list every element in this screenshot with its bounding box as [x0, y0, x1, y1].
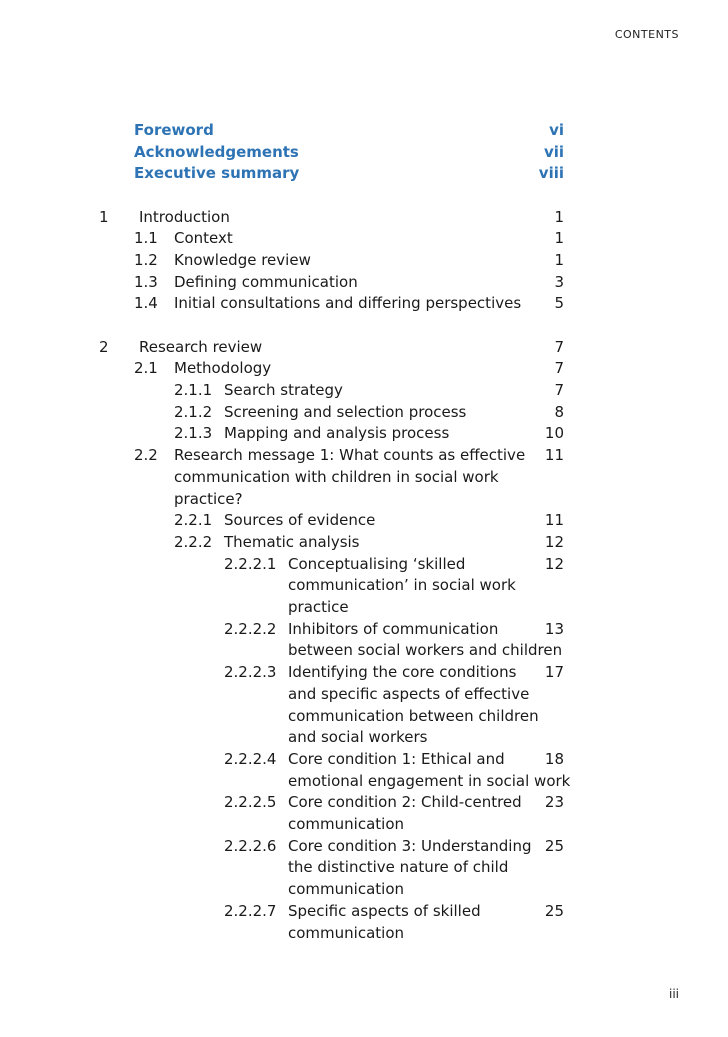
- toc-entry-page: 11: [544, 511, 564, 530]
- toc-front-matter-item[interactable]: [0, 119, 728, 141]
- toc-entry-number: 2.2.2.2: [224, 619, 277, 638]
- toc-entry-number: 1.4: [134, 294, 158, 313]
- toc-entry-title: Foreword: [134, 121, 214, 139]
- toc-entry-number: 2.2.2.5: [224, 793, 277, 812]
- toc-entry-title-line: Thematic analysis: [224, 532, 360, 551]
- page-number: iii: [668, 987, 679, 1001]
- toc-entry-title-line: and specific aspects of effective: [288, 684, 530, 703]
- toc-entry-title-line: communication: [288, 815, 405, 833]
- toc-entry-title: Executive summary: [134, 164, 300, 183]
- toc-entry-number: 1.3: [134, 272, 158, 291]
- toc-entry-page: 1: [554, 229, 564, 248]
- toc-entry-title-line: Knowledge review: [174, 251, 311, 269]
- toc-entry-number: 2.1.1: [174, 381, 213, 399]
- toc-entry-number: 2.2: [134, 446, 158, 465]
- toc-entry-number: 2.1.3: [174, 424, 213, 443]
- toc-entry[interactable]: [0, 357, 728, 379]
- toc-entry-page: 17: [544, 663, 564, 682]
- toc-entry-title-line: practice: [288, 598, 349, 616]
- toc-entry-page: 11: [544, 446, 564, 465]
- toc-entry-number: 2.2.2: [174, 532, 213, 551]
- toc-entry-page: viii: [538, 164, 564, 183]
- toc-entry-number: 2.2.1: [174, 511, 213, 530]
- toc-entry-title: Acknowledgements: [134, 142, 299, 161]
- toc-entry[interactable]: [0, 379, 728, 401]
- toc-entry-title-line: Identifying the core conditions: [288, 663, 517, 682]
- toc-entry-number: 1: [99, 207, 109, 226]
- toc-entry-title-line: Methodology: [174, 359, 272, 378]
- toc-entry-page: 23: [544, 793, 564, 812]
- toc-entry-title-line: and social workers: [288, 728, 428, 747]
- toc-entry-title-line: communication’ in social work: [288, 576, 516, 595]
- toc-entry-number: 1.2: [134, 251, 158, 269]
- toc-entry-title-line: Core condition 3: Understanding: [288, 836, 532, 855]
- toc-entry-number: 2.1.2: [174, 402, 213, 421]
- toc-entry-number: 1.1: [134, 229, 158, 248]
- toc-entry-title-line: Specific aspects of skilled: [288, 901, 481, 920]
- toc-entry-title-line: Defining communication: [174, 272, 358, 291]
- toc-entry-page: 5: [554, 294, 564, 313]
- toc-entry-title-line: practice?: [174, 489, 243, 508]
- toc-entry-title-line: Conceptualising ‘skilled: [288, 554, 466, 573]
- toc-entry-title-line: Sources of evidence: [224, 511, 376, 530]
- running-header: CONTENTS: [614, 28, 679, 41]
- toc-entry-title-line: Context: [174, 229, 233, 248]
- toc-entry-title-line: Search strategy: [224, 381, 343, 399]
- toc-entry-title-line: communication: [288, 923, 405, 942]
- toc-entry-page: 10: [544, 424, 564, 443]
- toc-entry-number: 2.2.2.4: [224, 749, 277, 768]
- toc-entry-page: 1: [554, 251, 564, 269]
- toc-entry-number: 2.2.2.1: [224, 554, 277, 573]
- toc-entry-number: 2: [99, 337, 109, 356]
- toc-entry-number: 2.2.2.3: [224, 663, 277, 682]
- toc-entry-title-line: Inhibitors of communication: [288, 619, 499, 638]
- toc-entry[interactable]: [0, 336, 728, 358]
- toc-entry-page: 25: [544, 901, 564, 920]
- toc-entry-title-line: Screening and selection process: [224, 402, 467, 421]
- toc-entry[interactable]: [0, 206, 728, 228]
- toc-entry-page: 12: [544, 554, 564, 573]
- toc-entry-title-line: communication with children in social work: [174, 467, 499, 486]
- toc-entry-page: vii: [543, 142, 564, 161]
- toc-entry-page: 25: [544, 836, 564, 855]
- toc-entry-title-line: Mapping and analysis process: [224, 424, 450, 443]
- toc-entry[interactable]: [0, 271, 728, 293]
- toc-entry[interactable]: [0, 249, 728, 271]
- toc-entry-number: 2.2.2.7: [224, 901, 277, 920]
- toc-entry-title-line: between social workers and children: [288, 641, 563, 660]
- toc-entry-number: 2.1: [134, 359, 158, 378]
- toc-entry-page: 3: [554, 272, 564, 291]
- toc-entry-title-line: Introduction: [139, 207, 230, 226]
- toc-entry[interactable]: [0, 227, 728, 249]
- toc-entry-number: 2.2.2.6: [224, 836, 277, 855]
- toc-entry-page: 1: [554, 207, 564, 226]
- toc-entry-page: 12: [544, 532, 564, 551]
- toc-entry-title-line: Research review: [139, 337, 263, 356]
- toc-front-matter-item[interactable]: [0, 162, 728, 184]
- toc-entry-title-line: communication between children: [288, 706, 539, 725]
- toc-entry-page: 7: [554, 359, 564, 378]
- toc-entry-title-line: Research message 1: What counts as effective: [174, 446, 526, 465]
- toc-entry-title-line: Core condition 1: Ethical and: [288, 749, 505, 768]
- toc-entry-page: 13: [544, 619, 564, 638]
- toc-entry-title-line: communication: [288, 880, 405, 899]
- toc-entry-title-line: Core condition 2: Child-centred: [288, 793, 522, 812]
- toc-entry[interactable]: [0, 531, 728, 553]
- toc-entry-page: 7: [554, 337, 564, 356]
- toc-entry-page: vi: [549, 121, 564, 139]
- toc-entry-page: 8: [554, 402, 564, 421]
- toc-entry-title-line: the distinctive nature of child: [288, 858, 509, 877]
- toc-entry-page: 7: [554, 381, 564, 399]
- toc-front-matter-item[interactable]: [0, 141, 728, 163]
- toc-entry-title-line: Initial consultations and differing perspectives: [174, 294, 522, 313]
- toc-entry-page: 18: [544, 749, 564, 768]
- toc-entry-title-line: emotional engagement in social work: [288, 771, 571, 790]
